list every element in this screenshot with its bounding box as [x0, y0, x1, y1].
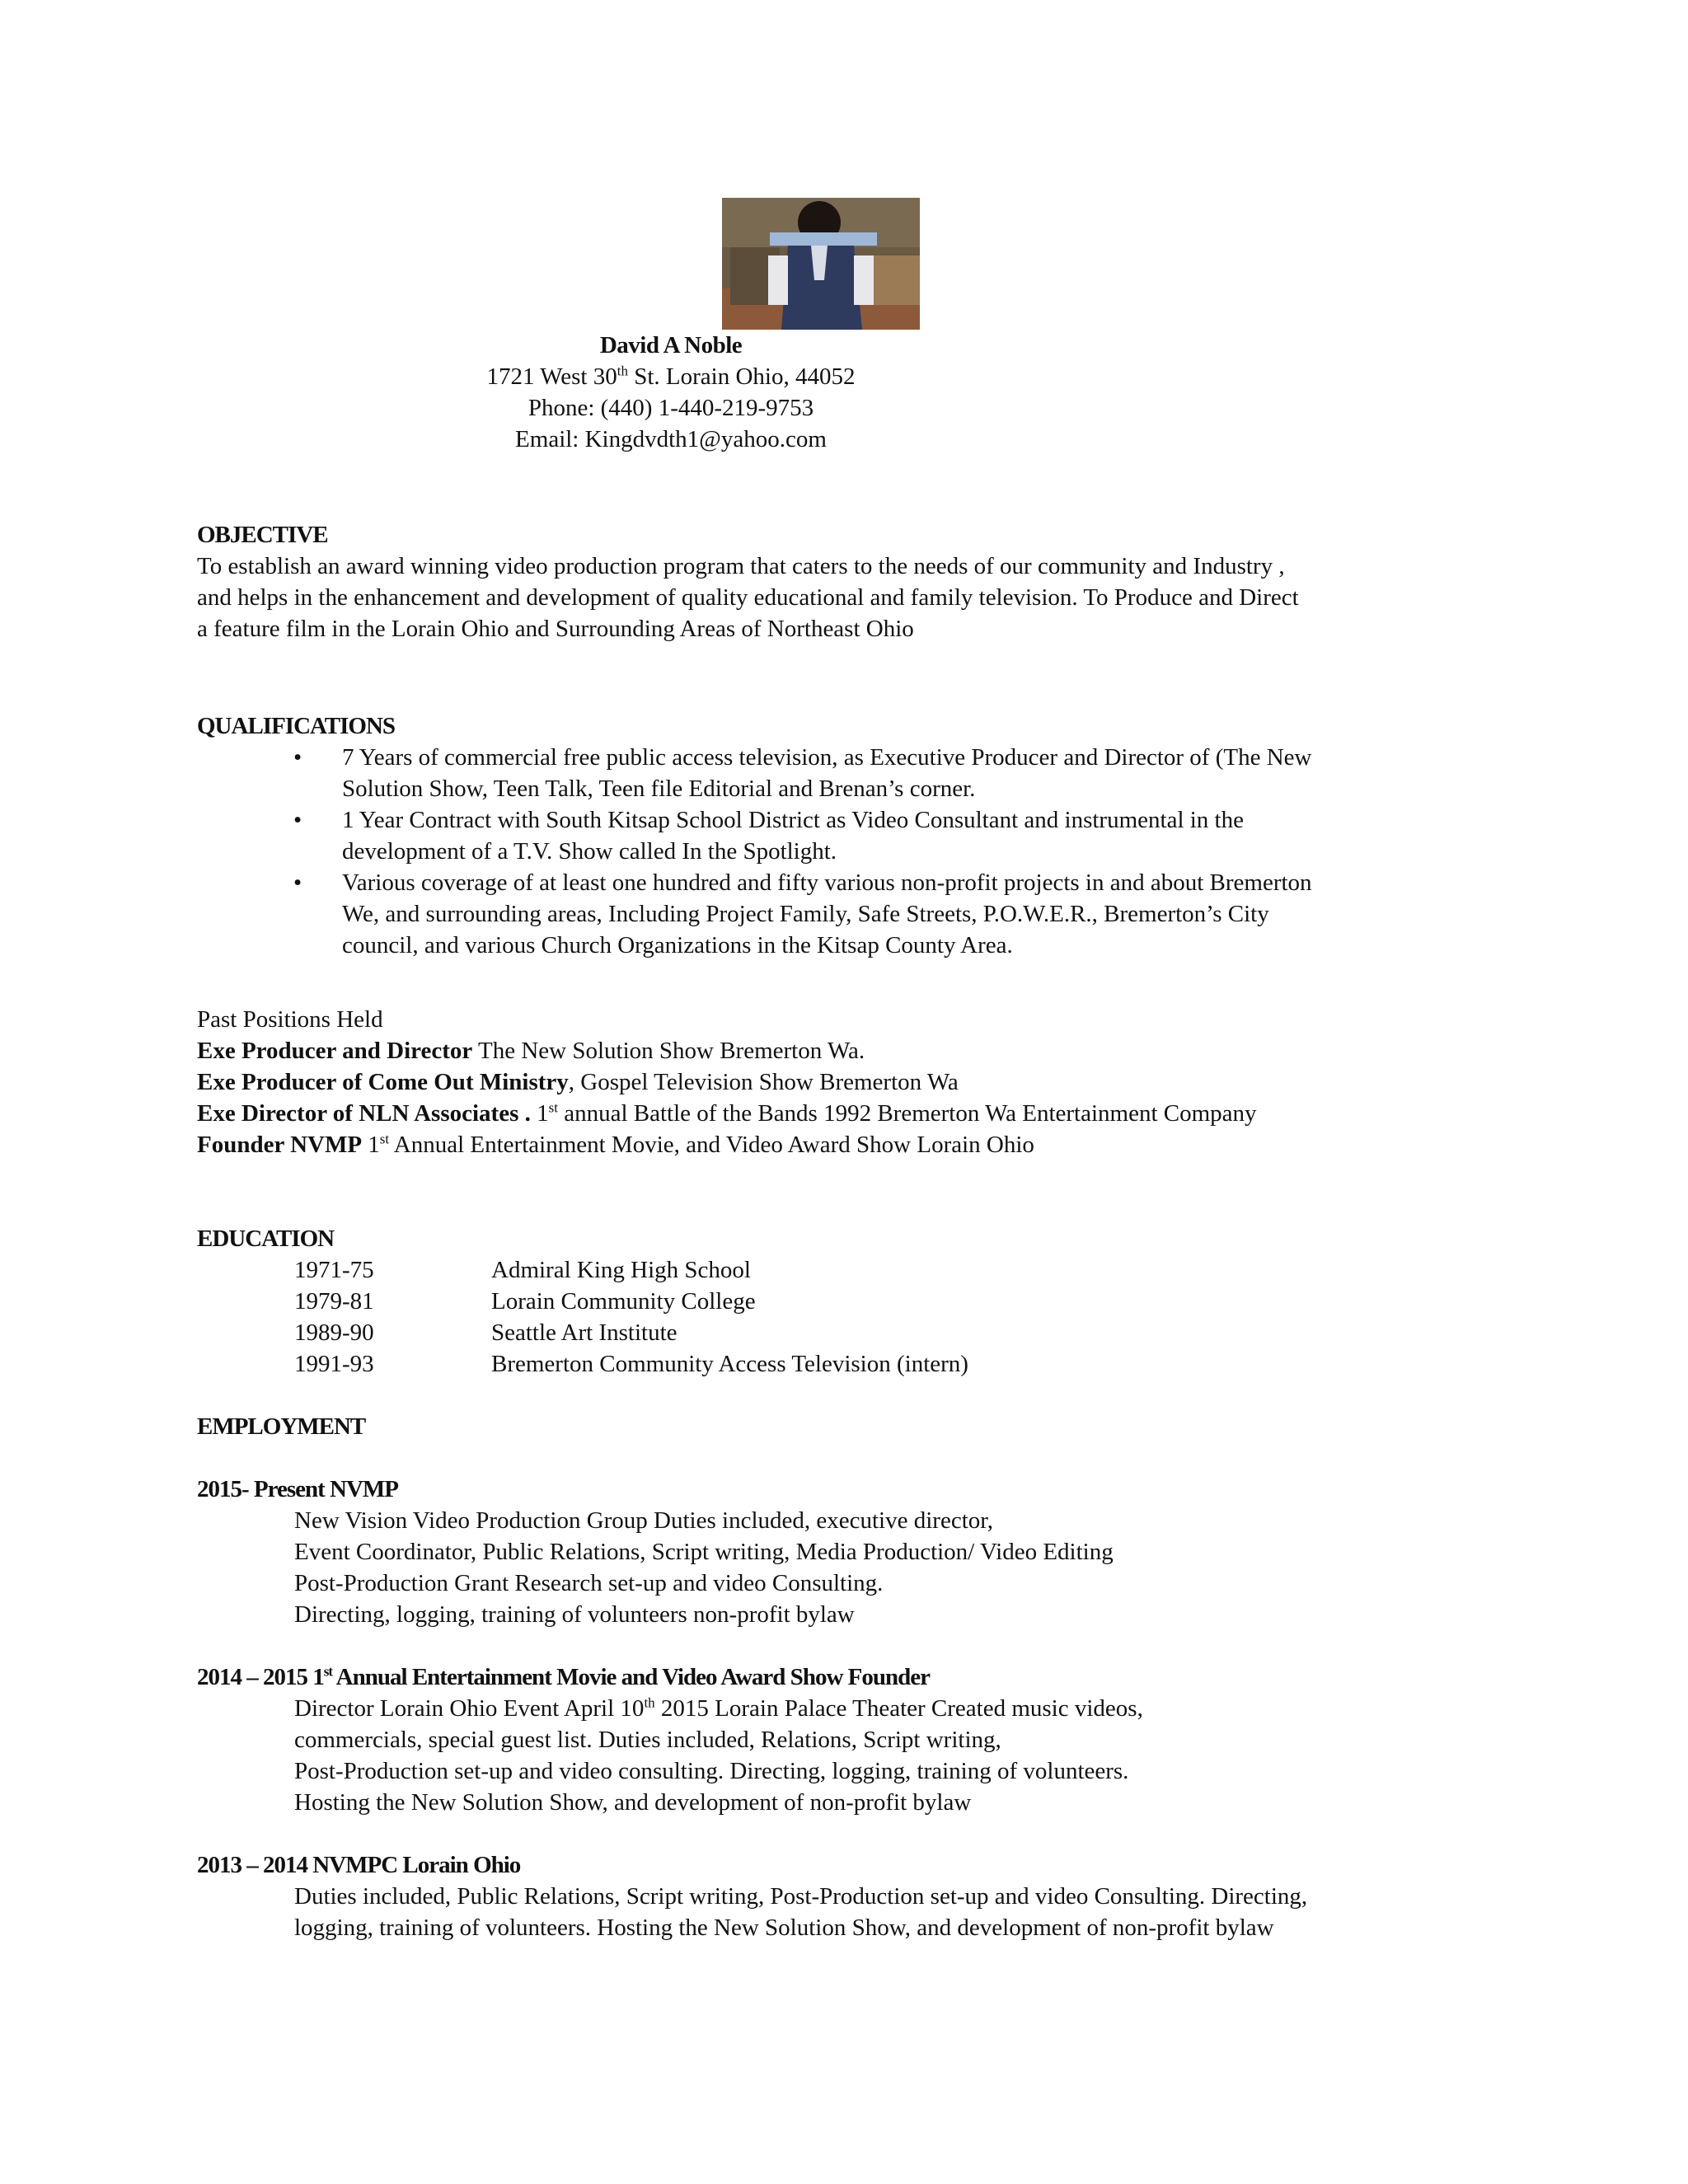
bullet-icon: •: [293, 869, 302, 896]
objective-line: To establish an award winning video production program that caters to the needs of our community and Industry ,: [197, 553, 1285, 579]
job-title: 2015- Present NVMP: [197, 1476, 399, 1502]
contact-header: [0, 330, 1342, 455]
bullet-icon: •: [293, 744, 302, 771]
position-item: Exe Producer and Director The New Solution Show Bremerton Wa.: [197, 1038, 865, 1064]
education-school: Lorain Community College: [491, 1288, 756, 1315]
education-years: 1971-75: [294, 1257, 374, 1283]
list-item: • 7 Years of commercial free public access television, as Executive Producer and Director of (The New Solution Show, Teen Talk, Teen file Editorial and Brenan’s corner.: [197, 742, 1483, 804]
candidate-name: David A Noble: [599, 332, 743, 359]
position-item: Exe Director of NLN Associates . 1st annual Battle of the Bands 1992 Bremerton Wa Entertainment Company: [197, 1099, 1257, 1127]
education-section: [197, 1223, 1483, 1380]
job-line: commercials, special guest list. Duties included, Relations, Script writing,: [294, 1727, 1001, 1753]
employment-heading: EMPLOYMENT: [197, 1413, 366, 1440]
education-row: [197, 1317, 1483, 1348]
qualifications-section: [197, 710, 1483, 961]
list-item: • 1 Year Contract with South Kitsap School District as Video Consultant and instrumental in the development of a T.V. Show called In the Spotlight.: [197, 804, 1483, 867]
education-school: Bremerton Community Access Television (intern): [491, 1351, 968, 1377]
position-item: Exe Producer of Come Out Ministry, Gospel Television Show Bremerton Wa: [197, 1069, 959, 1095]
education-row: [197, 1348, 1483, 1380]
employment-job: [197, 1661, 1483, 1818]
job-line: Directing, logging, training of volunteers non-profit bylaw: [294, 1601, 855, 1628]
list-item: • Various coverage of at least one hundred and fifty various non-profit projects in and about Bremerton We, and surrounding areas, Including Project Family, Safe Streets, P.O.W.E.R., Bremerton’s City council, and various Church Organizations in the Kitsap County Area.: [197, 867, 1483, 961]
objective-heading: OBJECTIVE: [197, 522, 328, 548]
education-row: [197, 1286, 1483, 1317]
objective-section: [197, 519, 1483, 644]
position-item: Founder NVMP 1st Annual Entertainment Movie, and Video Award Show Lorain Ohio: [197, 1131, 1034, 1158]
job-title: 2013 – 2014 NVMPC Lorain Ohio: [197, 1852, 521, 1878]
education-years: 1979-81: [294, 1288, 374, 1315]
education-heading: EDUCATION: [197, 1226, 335, 1252]
email-line: Email: Kingdvdth1@yahoo.com: [515, 426, 827, 452]
education-years: 1991-93: [294, 1351, 374, 1377]
positions-heading: Past Positions Held: [197, 1006, 383, 1033]
employment-job: [197, 1474, 1483, 1630]
bullet-icon: •: [293, 807, 302, 833]
job-line: Director Lorain Ohio Event April 10th 2015 Lorain Palace Theater Created music videos,: [294, 1694, 1143, 1722]
education-years: 1989-90: [294, 1319, 374, 1346]
address-line: 1721 West 30th St. Lorain Ohio, 44052: [486, 363, 856, 390]
qualifications-heading: QUALIFICATIONS: [197, 713, 396, 739]
job-line: logging, training of volunteers. Hosting the New Solution Show, and development of non-profit bylaw: [294, 1915, 1274, 1941]
job-line: Post-Production Grant Research set-up and video Consulting.: [294, 1570, 884, 1596]
employment-job: [197, 1849, 1483, 1943]
job-line: Hosting the New Solution Show, and development of non-profit bylaw: [294, 1789, 972, 1816]
profile-photo: [722, 198, 920, 330]
phone-line: Phone: (440) 1-440-219-9753: [528, 395, 814, 421]
job-line: Duties included, Public Relations, Script writing, Post-Production set-up and video Consulting. Directing,: [294, 1883, 1308, 1910]
positions-section: [197, 1004, 1483, 1160]
qualifications-list: [197, 742, 1483, 961]
objective-line: and helps in the enhancement and development of quality educational and family television. To Produce and Direct: [197, 584, 1299, 611]
education-school: Admiral King High School: [491, 1257, 751, 1283]
job-title: 2014 – 2015 1st Annual Entertainment Movie and Video Award Show Founder: [197, 1663, 930, 1690]
job-line: Post-Production set-up and video consulting. Directing, logging, training of volunteers.: [294, 1758, 1129, 1784]
job-line: Event Coordinator, Public Relations, Script writing, Media Production/ Video Editing: [294, 1539, 1114, 1565]
profile-photo-image: [722, 198, 920, 330]
education-school: Seattle Art Institute: [491, 1319, 678, 1346]
objective-line: a feature film in the Lorain Ohio and Surrounding Areas of Northeast Ohio: [197, 616, 914, 642]
education-row: [197, 1254, 1483, 1286]
employment-section: [197, 1411, 1483, 1442]
job-line: New Vision Video Production Group Duties included, executive director,: [294, 1507, 993, 1534]
